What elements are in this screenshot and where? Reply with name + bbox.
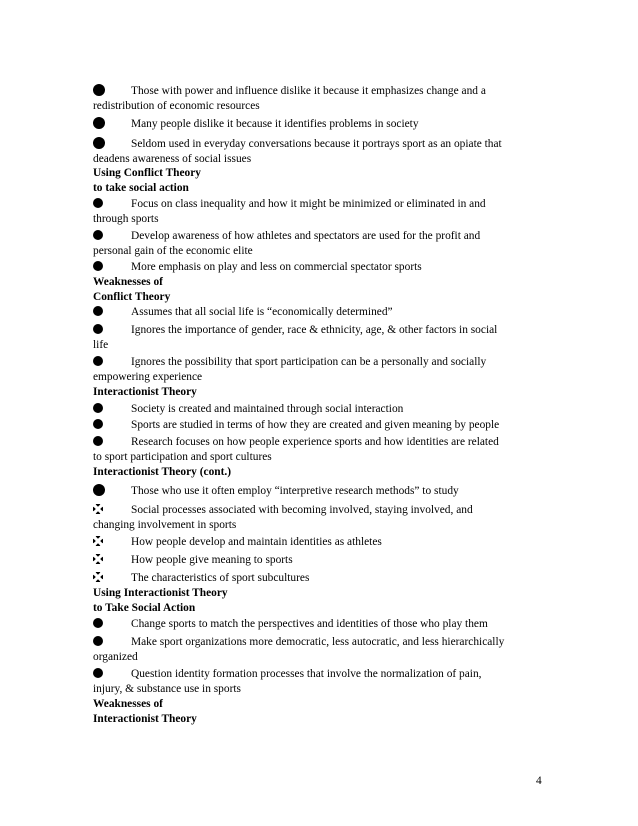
bullet-line [93, 535, 553, 550]
line-text: Those who use it often employ “interpretive research methods” to study [131, 485, 459, 497]
four-diamond-icon [93, 554, 103, 564]
bullet-item [93, 617, 553, 632]
bullet-item [93, 435, 553, 465]
bullet-item [93, 484, 553, 499]
filled-circle-icon [93, 261, 103, 271]
heading-line [93, 385, 197, 400]
bullet-line [93, 229, 553, 244]
bullet-item [93, 571, 553, 586]
heading-line [93, 166, 201, 181]
line-text: Weaknesses of [93, 276, 163, 288]
bullet-item [93, 323, 553, 353]
bullet-dot-icon [93, 402, 131, 417]
bullet-line [93, 682, 553, 697]
line-text: Many people dislike it because it identifies problems in society [131, 118, 419, 130]
filled-circle-icon [93, 137, 105, 149]
filled-circle-icon [93, 356, 103, 366]
bullet-line [93, 355, 553, 370]
line-text: to take social action [93, 182, 189, 194]
heading-line [93, 275, 170, 290]
line-text: empowering experience [93, 371, 203, 383]
line-text: deadens awareness of social issues [93, 153, 252, 165]
bullet-line [93, 323, 553, 338]
bullet-dot-icon [93, 305, 131, 320]
bullet-dot-icon [93, 617, 131, 632]
section-heading [93, 465, 231, 480]
line-text: Develop awareness of how athletes and spectators are used for the profit and [131, 230, 481, 242]
heading-line [93, 601, 228, 616]
bullet-dot-icon [93, 323, 131, 338]
filled-circle-icon [93, 230, 103, 240]
bullet-dot-icon [93, 635, 131, 650]
line-text: Seldom used in everyday conversations because it portrays sport as an opiate that [131, 138, 502, 150]
bullet-line [93, 450, 553, 465]
line-text: Interactionist Theory (cont.) [93, 466, 232, 478]
line-text: Conflict Theory [93, 291, 171, 303]
line-text: to Take Social Action [93, 602, 196, 614]
diamond-bullet-icon [93, 535, 131, 550]
line-text: to sport participation and sport cultures [93, 451, 272, 463]
four-diamond-icon [93, 536, 103, 546]
line-text: life [93, 339, 109, 351]
section-heading [93, 697, 197, 727]
filled-circle-icon [93, 618, 103, 628]
heading-line [93, 181, 201, 196]
bullet-line [93, 418, 553, 433]
bullet-line [93, 435, 553, 450]
filled-circle-icon [93, 668, 103, 678]
bullet-item [93, 229, 553, 259]
diamond-bullet-icon [93, 503, 131, 518]
bullet-item [93, 197, 553, 227]
bullet-line [93, 84, 553, 99]
heading-line [93, 465, 231, 480]
filled-circle-icon [93, 419, 103, 429]
bullet-line [93, 667, 553, 682]
four-diamond-icon [93, 572, 103, 582]
bullet-line [93, 518, 553, 533]
section-heading [93, 586, 228, 616]
bullet-line [93, 197, 553, 212]
filled-circle-icon [93, 84, 105, 96]
line-text: How people give meaning to sports [131, 554, 293, 566]
bullet-dot-icon [93, 484, 131, 499]
heading-line [93, 712, 197, 727]
filled-circle-icon [93, 484, 105, 496]
line-text: Assumes that all social life is “economically determined” [131, 306, 393, 318]
line-text: Using Interactionist Theory [93, 587, 228, 599]
bullet-dot-icon [93, 355, 131, 370]
line-text: Weaknesses of [93, 698, 163, 710]
line-text: Focus on class inequality and how it might be minimized or eliminated in and [131, 198, 486, 210]
bullet-dot-icon [93, 667, 131, 682]
bullet-line [93, 260, 553, 275]
filled-circle-icon [93, 324, 103, 334]
filled-circle-icon [93, 403, 103, 413]
line-text: Interactionist Theory [93, 713, 197, 725]
line-text: Make sport organizations more democratic, less autocratic, and less hierarchically [131, 636, 505, 648]
bullet-item [93, 553, 553, 568]
bullet-item [93, 117, 553, 132]
bullet-item [93, 667, 553, 697]
bullet-line [93, 152, 553, 167]
line-text: Sports are studied in terms of how they are created and given meaning by people [131, 419, 500, 431]
bullet-line [93, 137, 553, 152]
bullet-line [93, 650, 553, 665]
section-heading [93, 166, 201, 196]
bullet-dot-icon [93, 117, 131, 132]
line-text: Change sports to match the perspectives and identities of those who play them [131, 618, 488, 630]
bullet-item [93, 635, 553, 665]
bullet-line [93, 503, 553, 518]
bullet-line [93, 244, 553, 259]
bullet-item [93, 137, 553, 167]
line-text: Question identity formation processes that involve the normalization of pain, [131, 668, 482, 680]
filled-circle-icon [93, 636, 103, 646]
bullet-dot-icon [93, 229, 131, 244]
filled-circle-icon [93, 198, 103, 208]
bullet-item [93, 503, 553, 533]
bullet-line [93, 117, 553, 132]
bullet-dot-icon [93, 260, 131, 275]
line-text: Research focuses on how people experience sports and how identities are related [131, 436, 499, 448]
bullet-item [93, 355, 553, 385]
line-text: Interactionist Theory [93, 386, 197, 398]
bullet-dot-icon [93, 137, 131, 152]
line-text: Those with power and influence dislike it because it emphasizes change and a [131, 85, 486, 97]
line-text: redistribution of economic resources [93, 100, 260, 112]
page-number: 4 [536, 775, 542, 787]
heading-line [93, 586, 228, 601]
bullet-line [93, 617, 553, 632]
section-heading [93, 275, 170, 305]
bullet-item [93, 535, 553, 550]
line-text: organized [93, 651, 138, 663]
bullet-item [93, 418, 553, 433]
bullet-item [93, 402, 553, 417]
bullet-line [93, 305, 553, 320]
line-text: The characteristics of sport subcultures [131, 572, 310, 584]
line-text: personal gain of the economic elite [93, 245, 253, 257]
heading-line [93, 290, 170, 305]
line-text: changing involvement in sports [93, 519, 237, 531]
heading-line [93, 697, 197, 712]
bullet-line [93, 99, 553, 114]
bullet-line [93, 484, 553, 499]
bullet-item [93, 260, 553, 275]
line-text: More emphasis on play and less on commercial spectator sports [131, 261, 422, 273]
bullet-item [93, 305, 553, 320]
bullet-line [93, 571, 553, 586]
bullet-dot-icon [93, 435, 131, 450]
bullet-line [93, 553, 553, 568]
bullet-line [93, 635, 553, 650]
line-text: How people develop and maintain identities as athletes [131, 536, 382, 548]
filled-circle-icon [93, 117, 105, 129]
filled-circle-icon [93, 306, 103, 316]
bullet-line [93, 338, 553, 353]
bullet-line [93, 212, 553, 227]
line-text: Ignores the importance of gender, race & ethnicity, age, & other factors in social [131, 324, 498, 336]
filled-circle-icon [93, 436, 103, 446]
line-text: injury, & substance use in sports [93, 683, 241, 695]
line-text: Ignores the possibility that sport participation can be a personally and socially [131, 356, 487, 368]
line-text: Social processes associated with becoming involved, staying involved, and [131, 504, 473, 516]
section-heading [93, 385, 197, 400]
line-text: Using Conflict Theory [93, 167, 202, 179]
bullet-line [93, 402, 553, 417]
line-text: through sports [93, 213, 159, 225]
diamond-bullet-icon [93, 571, 131, 586]
diamond-bullet-icon [93, 553, 131, 568]
bullet-line [93, 370, 553, 385]
bullet-dot-icon [93, 418, 131, 433]
line-text: Society is created and maintained through social interaction [131, 403, 404, 415]
bullet-dot-icon [93, 197, 131, 212]
bullet-item [93, 84, 553, 114]
bullet-dot-icon [93, 84, 131, 99]
four-diamond-icon [93, 504, 103, 514]
